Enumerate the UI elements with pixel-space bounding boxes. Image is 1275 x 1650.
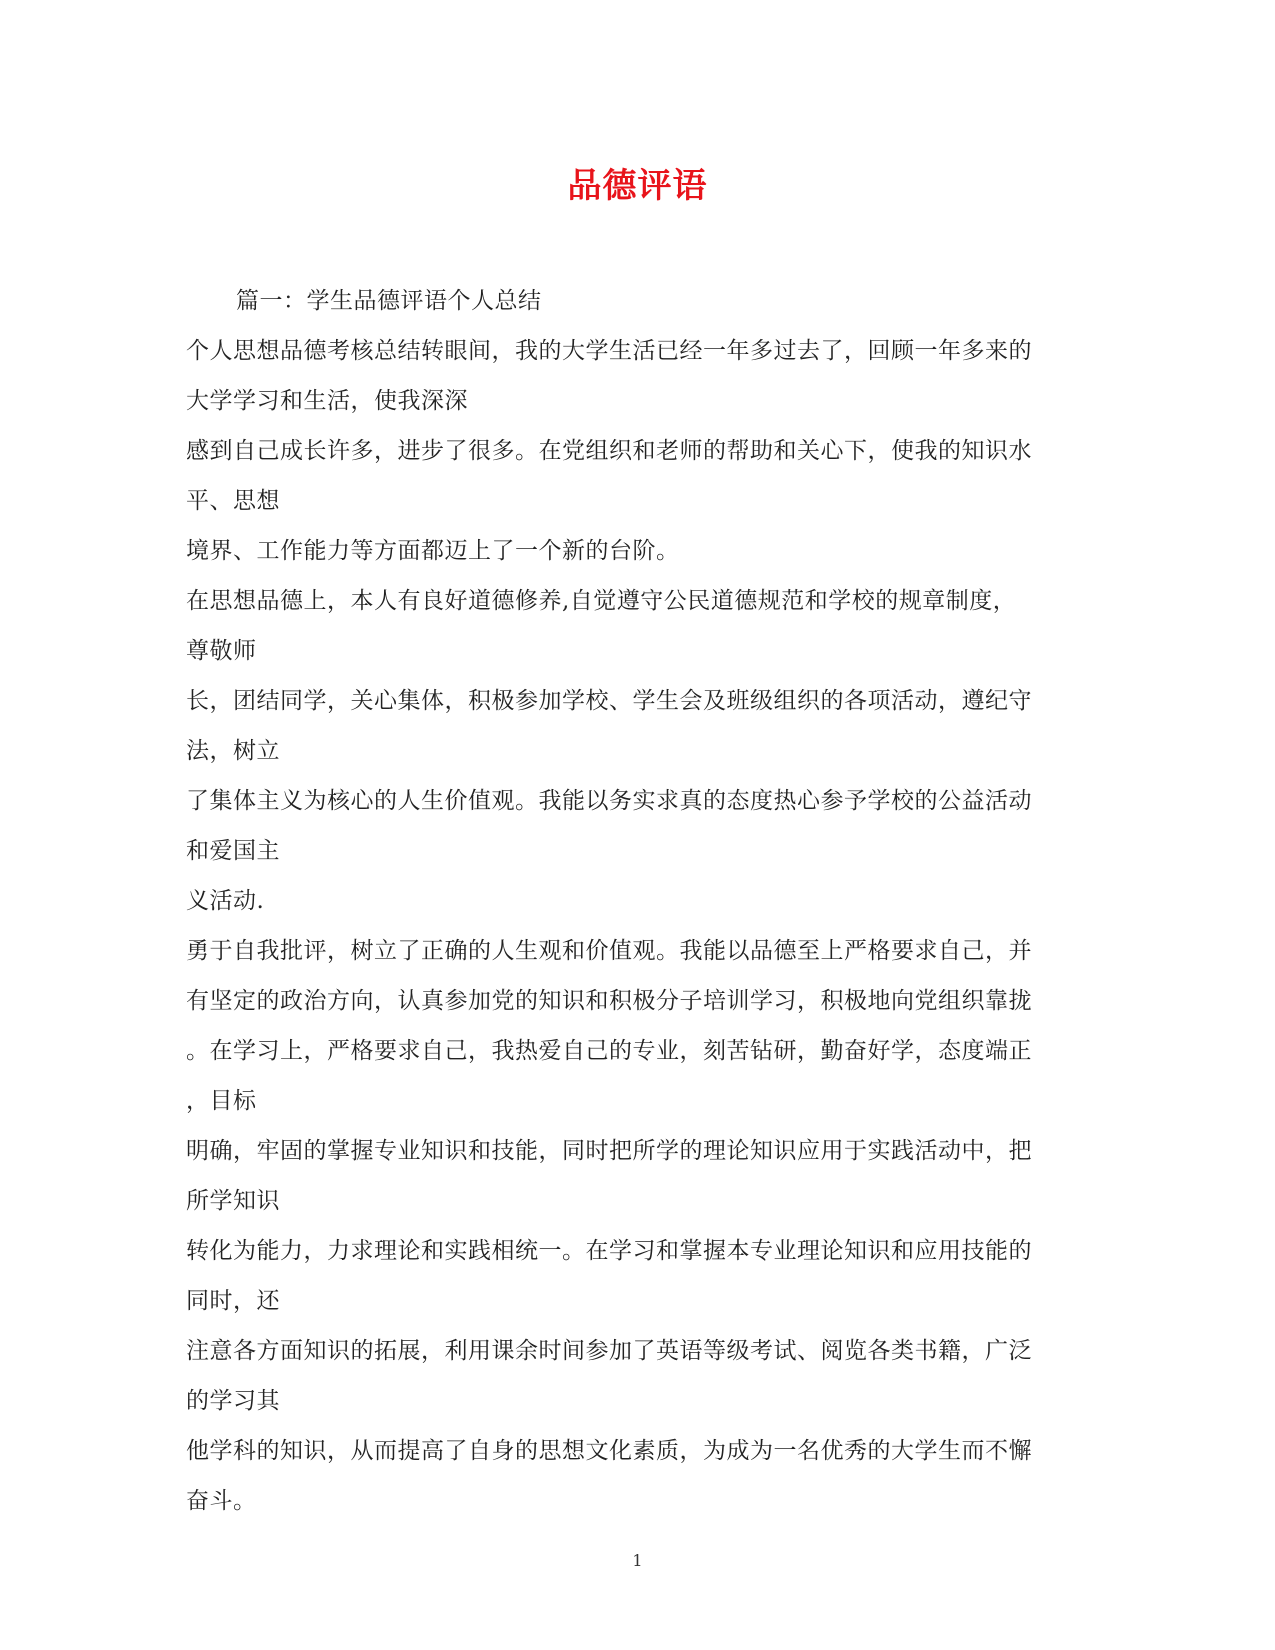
body-line: 大学学习和生活，使我深深 — [186, 388, 468, 414]
body-line: 转化为能力，力求理论和实践相统一。在学习和掌握本专业理论知识和应用技能的 — [186, 1238, 1032, 1264]
body-line: 感到自己成长许多，进步了很多。在党组织和老师的帮助和关心下，使我的知识水 — [186, 438, 1032, 464]
section-heading: 篇一：学生品德评语个人总结 — [236, 288, 542, 314]
body-line: 义活动. — [186, 888, 265, 914]
body-line: ，目标 — [186, 1088, 257, 1114]
body-line: 境界、工作能力等方面都迈上了一个新的台阶。 — [186, 538, 680, 564]
body-line: 长，团结同学，关心集体，积极参加学校、学生会及班级组织的各项活动，遵纪守 — [186, 688, 1032, 714]
body-line: 平、思想 — [186, 488, 280, 514]
body-line: 有坚定的政治方向，认真参加党的知识和积极分子培训学习，积极地向党组织靠拢 — [186, 988, 1032, 1014]
body-line: 奋斗。 — [186, 1488, 257, 1514]
document-body — [186, 276, 1090, 1526]
body-line: 他学科的知识，从而提高了自身的思想文化素质，为成为一名优秀的大学生而不懈 — [186, 1438, 1032, 1464]
body-line: 法，树立 — [186, 738, 280, 764]
document-title: 品德评语 — [567, 166, 708, 206]
body-line: 所学知识 — [186, 1188, 280, 1214]
body-line: 注意各方面知识的拓展，利用课余时间参加了英语等级考试、阅览各类书籍，广泛 — [186, 1338, 1032, 1364]
body-line: 。在学习上，严格要求自己，我热爱自己的专业，刻苦钻研，勤奋好学，态度端正 — [186, 1038, 1032, 1064]
body-line: 个人思想品德考核总结转眼间，我的大学生活已经一年多过去了，回顾一年多来的 — [186, 338, 1032, 364]
body-line: 的学习其 — [186, 1388, 280, 1414]
body-line: 尊敬师 — [186, 638, 257, 664]
body-line: 了集体主义为核心的人生价值观。我能以务实求真的态度热心参予学校的公益活动 — [186, 788, 1032, 814]
body-line: 在思想品德上，本人有良好道德修养,自觉遵守公民道德规范和学校的规章制度， — [186, 588, 1017, 614]
body-line: 勇于自我批评，树立了正确的人生观和价值观。我能以品德至上严格要求自己，并 — [186, 938, 1032, 964]
page-number: 1 — [632, 1551, 643, 1570]
body-line: 明确，牢固的掌握专业知识和技能，同时把所学的理论知识应用于实践活动中，把 — [186, 1138, 1032, 1164]
body-line: 同时，还 — [186, 1288, 280, 1314]
body-line: 和爱国主 — [186, 838, 280, 864]
